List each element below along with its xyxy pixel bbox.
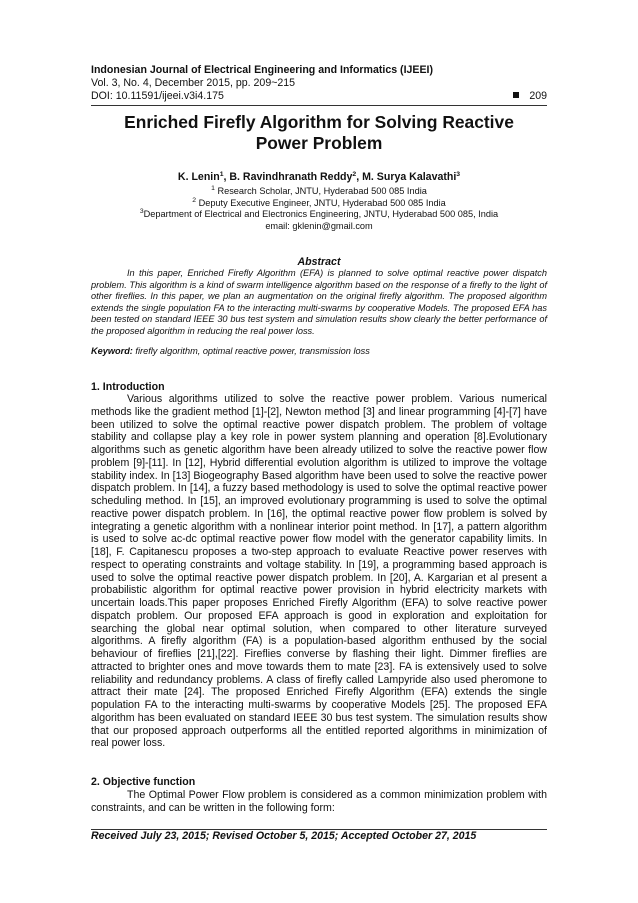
abstract-text: In this paper, Enriched Firefly Algorithm (EFA) is planned to solve optimal reactive power dispatch problem. This algorithm is a kind of swarm intelligence algorithm based on the response of a firefly to the light of other fireflies. In this paper, we plan an augmentation on the original firefly algorithm. The proposed algorithm extends the single population FA to the interacting multi-swarms by cooperative Models. The proposed EFA has been tested on standard IEEE 30 bus test system and simulation results show clearly the better performance of the proposed algorithm in reducing the real power loss. (91, 268, 547, 336)
abstract-heading: Abstract (297, 256, 341, 268)
affiliation-2-text: Deputy Executive Engineer, JNTU, Hyderabad 500 085 India (196, 198, 446, 208)
page-number (513, 90, 547, 102)
author-1-sup: 1 (219, 171, 224, 178)
keyword-list: firefly algorithm, optimal reactive power, transmission loss (132, 346, 370, 356)
author-2-sup: 2 (352, 171, 357, 178)
square-bullet-icon (513, 92, 519, 98)
affiliation-3-sup: 3 (139, 208, 144, 215)
paper-title (91, 112, 547, 154)
affiliation-1-text: Research Scholar, JNTU, Hyderabad 500 085 India (214, 186, 427, 196)
affiliation-2 (91, 198, 547, 209)
section-1-text: Various algorithms utilized to solve the reactive power problem. Various numerical methods like the gradient method [1]-[2], Newton method [3] and linear programming [4]-[7] have been utilized to solve the optimal reactive power dispatch problem. The problem of voltage stability and collapse play a key role in power system planning and operation [8].Evolutionary algorithms such as genetic algorithm have been already utilized to solve the reactive power flow problem [9]-[11]. In [12], Hybrid differential evolution algorithm is utilized to improve the voltage stability index. In [13] Biogeography Based algorithm have been used to solve the reactive power dispatch problem. In [14], a fuzzy based methodology is used to solve the optimal reactive power scheduling method. In [15], an improved evolutionary programming is used to solve the optimal reactive power dispatch problem. In [16], the optimal reactive power flow problem is solved by integrating a genetic algorithm with a nonlinear interior point method. In [17], a pattern algorithm is used to solve ac-dc optimal reactive power flow model with the generator capability limits. In [18], F. Capitanescu proposes a two-step approach to evaluate Reactive power reserves with respect to operating constraints and voltage stability. In [19], a programming based approach is used to solve the optimal reactive power dispatch problem. In [20], A. Kargarian et al present a probabilistic algorithm for optimal reactive power provision in hybrid electricity markets with uncertain loads.This paper proposes Enriched Firefly Algorithm (EFA) to solve reactive power dispatch problem. Our proposed EFA approach is good in exploration and exploitation for searching the global near optimal solution, when compared to other literature surveyed algorithms. A firefly algorithm (FA) is a population-based algorithm enthused by the social behaviour of fireflies [21],[22]. Fireflies converse by flashing their light. Dimmer fireflies are attracted to brighter ones and move towards them to mate [23]. FA is extensively used to solve reliability and redundancy problems. A class of firefly called Lampyride also used pheromone to attract their mate [24]. The proposed Enriched Firefly Algorithm (EFA) extends the single population FA to the interacting multi-swarms by cooperative Models [25]. The proposed EFA algorithm has been evaluated on standard IEEE 30 bus test system. The simulation results show that our proposed approach outperforms all the entitled reported algorithms in minimization of real power loss. (91, 393, 547, 750)
affiliation-3-text: Department of Electrical and Electronics Engineering, JNTU, Hyderabad 500 085, India (143, 209, 499, 219)
section-2-text: The Optimal Power Flow problem is considered as a common minimization problem with constraints, and can be written in the following form: (91, 789, 547, 814)
doi: DOI: 10.11591/ijeei.v3i4.175 (91, 90, 224, 102)
author-1: K. Lenin (177, 171, 220, 183)
section-1-heading: 1. Introduction (91, 381, 165, 393)
journal-name: Indonesian Journal of Electrical Engineering and Informatics (IJEEI) (91, 64, 434, 76)
author-3-sup: 3 (456, 171, 461, 178)
page-number-text: 209 (529, 90, 547, 102)
section-2-heading: 2. Objective function (91, 776, 196, 788)
title-line-2: Power Problem (255, 133, 383, 153)
title-line-1: Enriched Firefly Algorithm for Solving Reactive (124, 112, 514, 132)
received-dates: Received July 23, 2015; Revised October 5, 2015; Accepted October 27, 2015 (91, 830, 477, 842)
header-rule (91, 105, 547, 106)
affiliation-1-sup: 1 (211, 185, 215, 192)
affiliation-1 (91, 186, 547, 197)
author-2: , B. Ravindhranath Reddy (223, 171, 353, 183)
volume-info: Vol. 3, No. 4, December 2015, pp. 209~215 (91, 77, 296, 89)
affiliation-3 (91, 209, 547, 220)
author-list (91, 171, 547, 183)
author-email[interactable]: email: gklenin@gmail.com (265, 221, 373, 231)
author-3: , M. Surya Kalavathi (356, 171, 457, 183)
affiliation-2-sup: 2 (192, 197, 197, 204)
keyword-label: Keyword: (91, 346, 133, 356)
keywords (91, 346, 547, 356)
